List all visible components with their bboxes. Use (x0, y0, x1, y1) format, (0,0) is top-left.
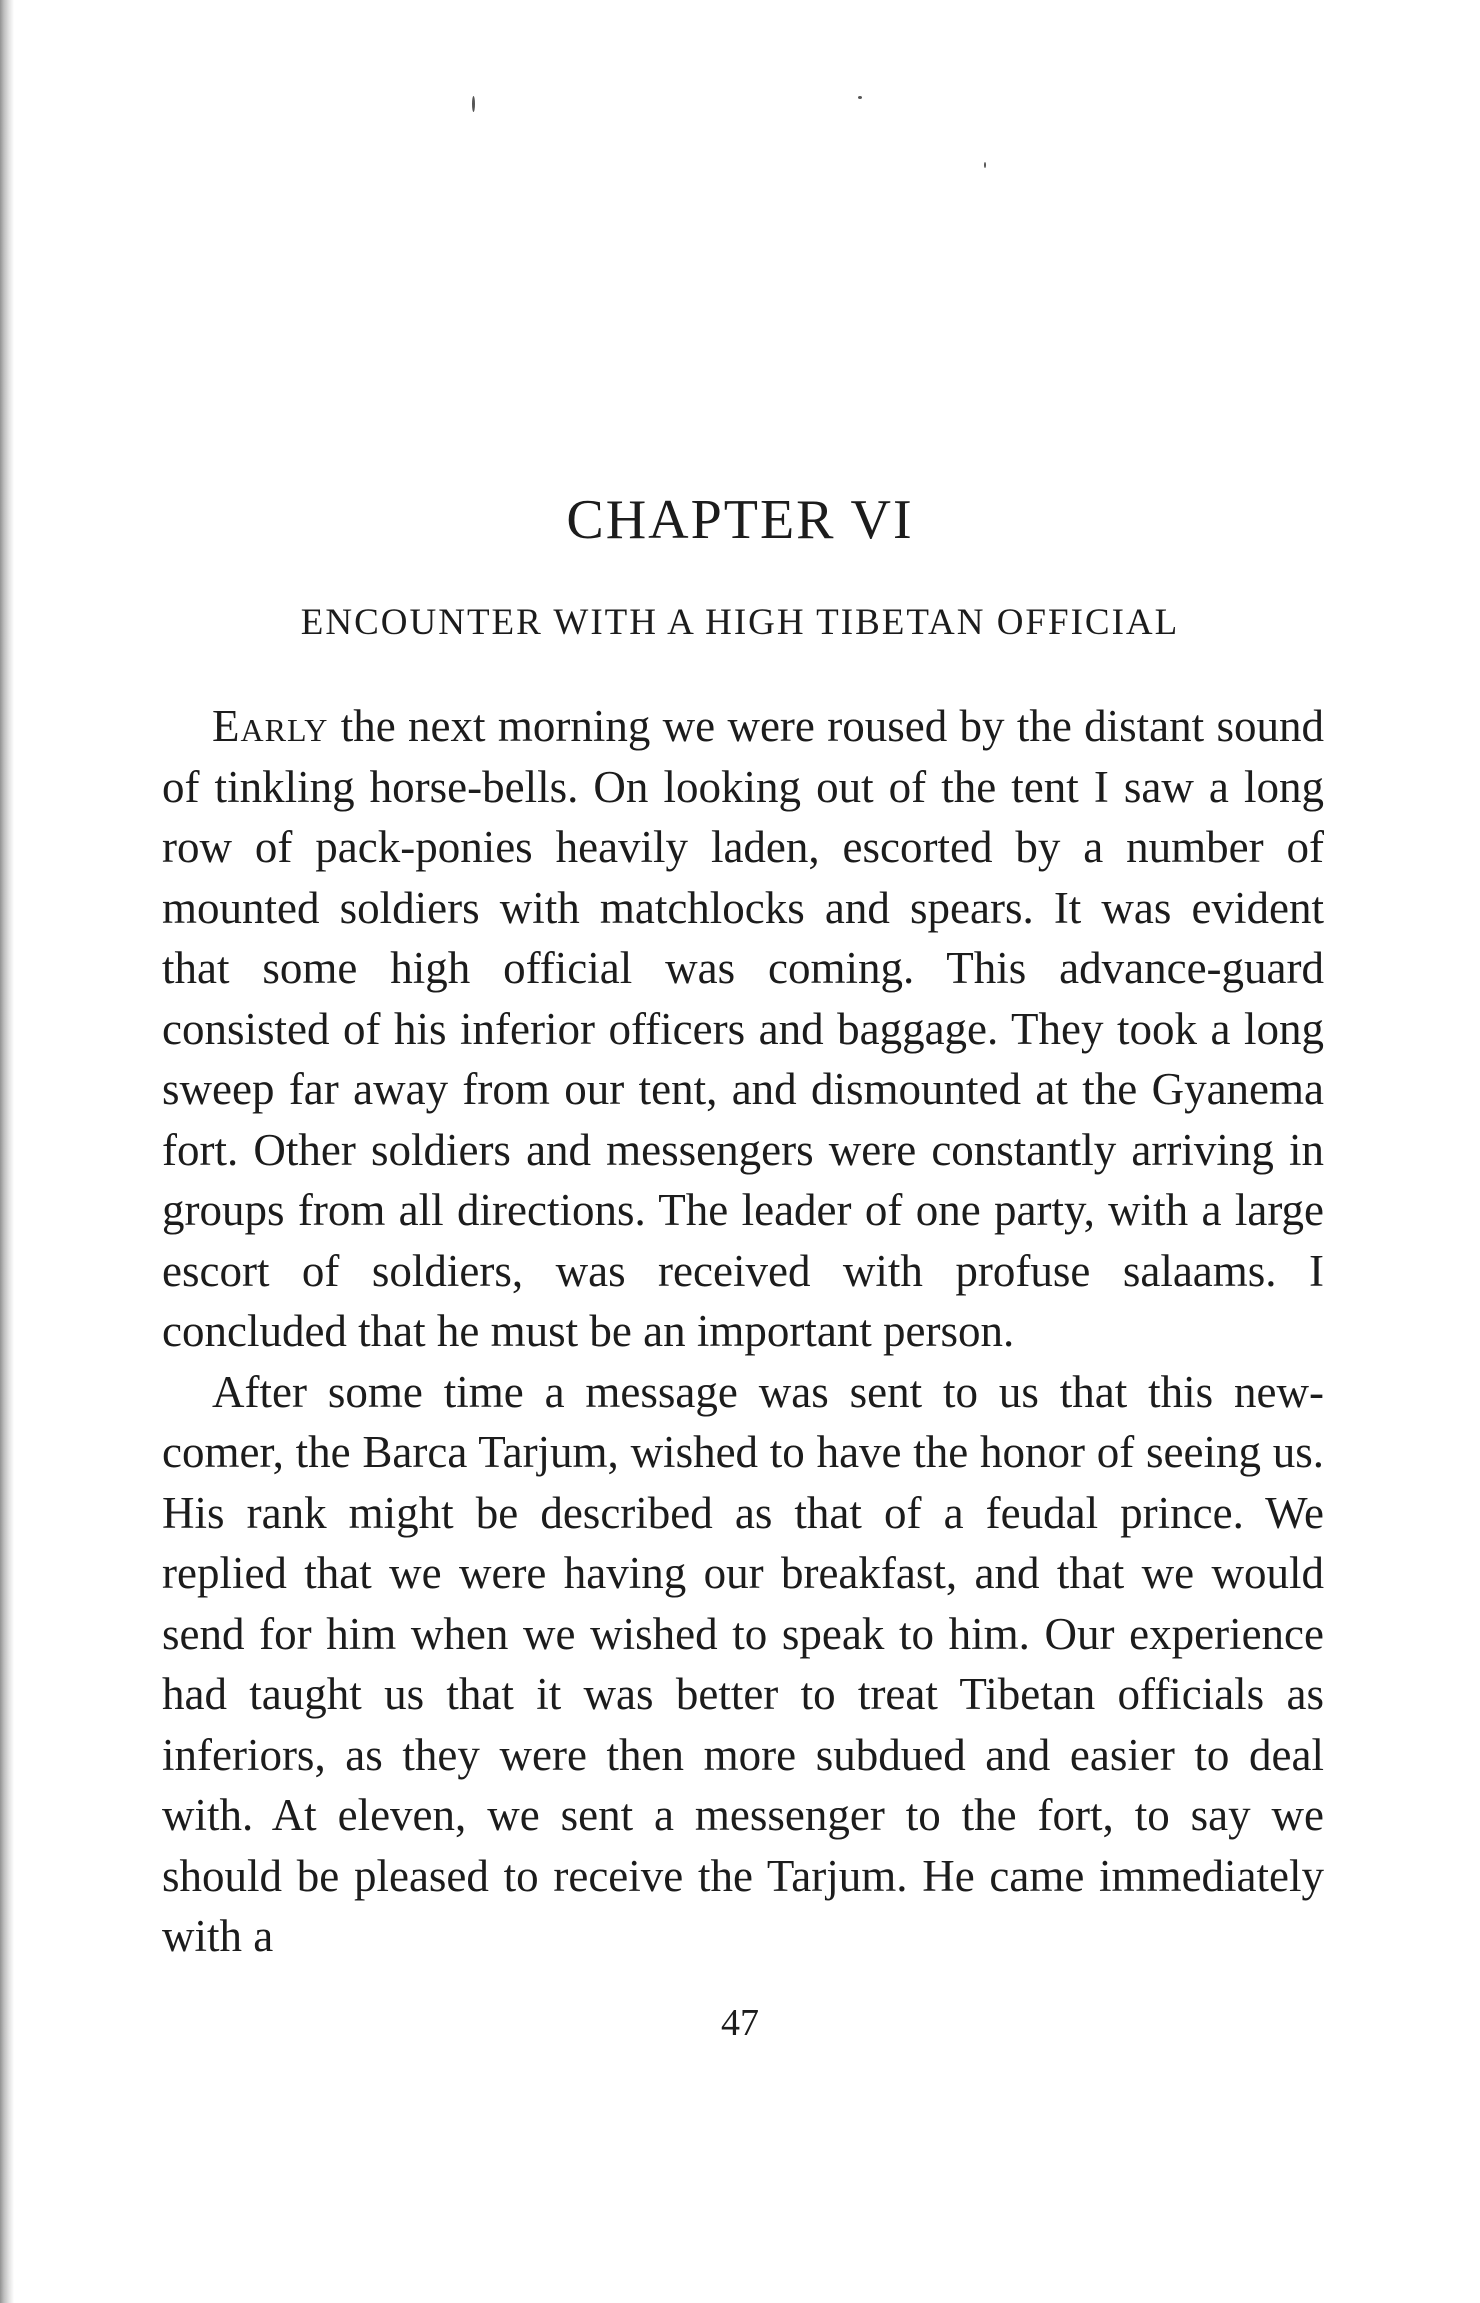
page-number: 47 (721, 2002, 759, 2044)
paragraph-1 (162, 696, 1324, 1362)
paragraph-text: After some time a message was sent to us that this new-comer, the Barca Tarjum, wished to have the honor of seeing us. His rank might be described as that of a feudal prince. We replied that we were having our breakfast, and that we would send for him when we wished to speak to him. Our experience had taught us that it was better to treat Tibetan officials as inferiors, as they were then more subdued and easier to deal with. At eleven, we sent a messenger to the fort, to say we should be pleased to receive the Tarjum. He came immediately with a (162, 1366, 1324, 1961)
scan-speck (984, 162, 986, 168)
paragraph-text: the next morning we were roused by the distant sound of tinkling horse-bells. On looking out of the tent I saw a long row of pack-ponies heavily laden, escorted by a number of mounted soldiers with matchlocks and spears. It was evident that some high official was coming. This advance-guard consisted of his inferior officers and baggage. They took a long sweep far away from our tent, and dismounted at the Gyanema fort. Other soldiers and messengers were constantly arriving in groups from all directions. The leader of one party, with a large escort of soldiers, was received with profuse salaams. I concluded that he must be an important person. (162, 701, 1324, 1356)
chapter-number: CHAPTER VI (566, 489, 914, 551)
scan-speck (858, 96, 862, 99)
paragraph-2 (162, 1362, 1324, 1967)
paragraph-lead-word: Early (212, 701, 329, 751)
scan-speck (472, 96, 475, 112)
scan-binding-edge (0, 0, 14, 2303)
chapter-body (162, 696, 1324, 1967)
chapter-title: ENCOUNTER WITH A HIGH TIBETAN OFFICIAL (300, 602, 1180, 643)
